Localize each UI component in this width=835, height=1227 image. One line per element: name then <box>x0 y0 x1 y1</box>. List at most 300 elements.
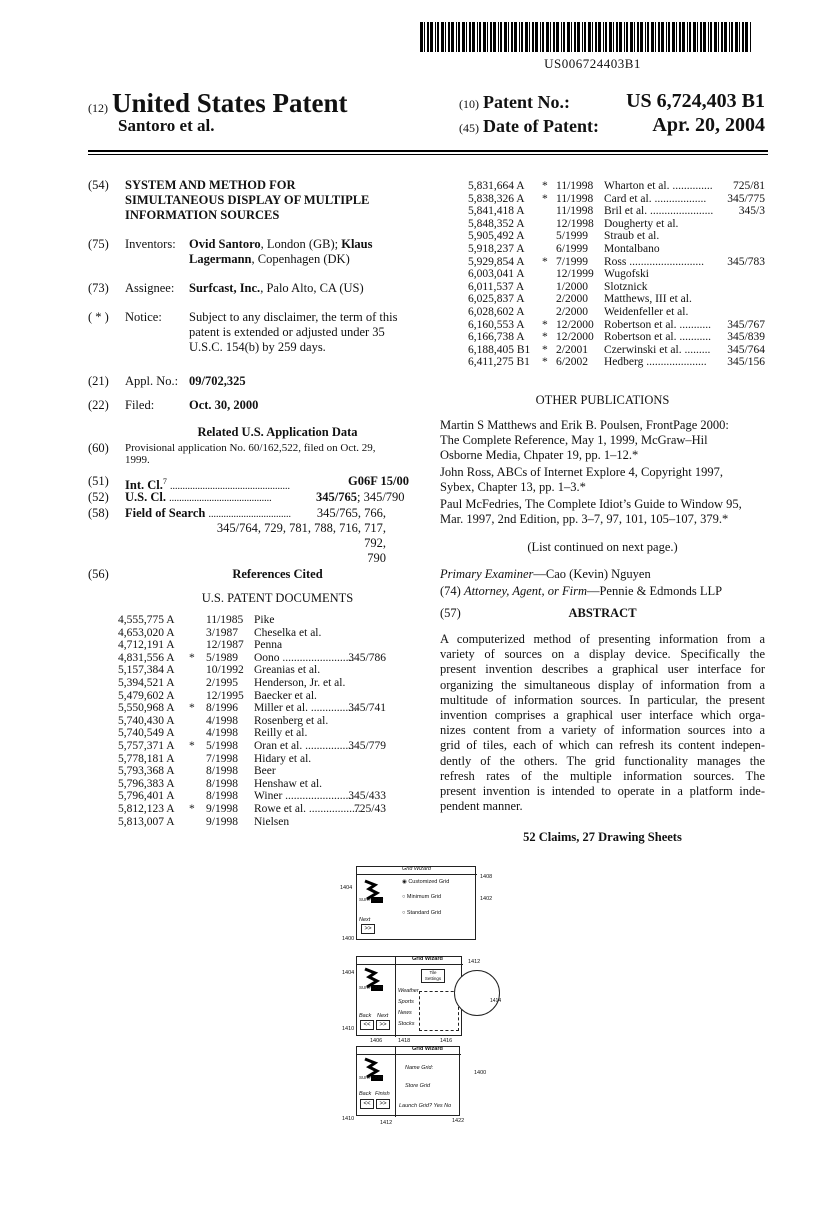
field-58-code: (58) <box>88 506 109 520</box>
ref-class: 345/433 <box>348 790 386 803</box>
ref-date: 2/2001 <box>556 343 588 356</box>
barcode-bar <box>483 22 486 52</box>
divider <box>395 957 396 1037</box>
field-56-code: (56) <box>88 567 109 581</box>
code-45: (45) <box>459 121 479 135</box>
barcode-bar <box>718 22 719 52</box>
ref-date: 11/1998 <box>556 205 594 218</box>
us-cl-primary: 345/765 <box>316 490 357 504</box>
ref-numeral: 1418 <box>398 1038 411 1044</box>
ref-name: Hedberg ..................... <box>604 356 707 369</box>
ref-date: 12/1998 <box>556 217 594 230</box>
pub-line: The Complete Reference, May 1, 1999, McGraw–Hil <box>440 433 708 448</box>
barcode-bar <box>603 22 604 52</box>
reference-row <box>468 356 765 369</box>
barcode-bar <box>637 22 639 52</box>
barcode-bar <box>540 22 541 52</box>
search-line: 790 <box>367 551 386 565</box>
barcode-bar <box>420 22 423 52</box>
pub-line: Paul McFedries, The Complete Idiot’s Guide to Window 95, <box>440 497 742 511</box>
barcode-bar <box>448 22 450 52</box>
reference-row <box>118 740 386 753</box>
abstract-line: grid of tiles, each of which can refresh its content indepen- <box>440 738 765 753</box>
ref-date: 12/1999 <box>556 268 594 281</box>
abstract-line: invention comprises a graphical user interface which orga- <box>440 708 765 723</box>
option-standard-grid[interactable]: ○ Standard Grid <box>402 910 442 916</box>
ref-name: Rosenberg et al. <box>254 714 329 727</box>
tile-settings-button[interactable] <box>421 969 445 983</box>
ref-star: * <box>542 192 548 205</box>
barcode-bar <box>598 22 601 52</box>
barcode-bar <box>582 22 583 52</box>
barcode-bar <box>588 22 591 52</box>
reference-row <box>468 331 765 344</box>
barcode-bar <box>500 22 502 52</box>
ref-patent-no: 5,394,521 A <box>118 677 175 689</box>
ref-patent-no: 6,011,537 A <box>468 280 525 293</box>
barcode-bar <box>721 22 723 52</box>
barcode-bar <box>731 22 733 52</box>
list-continued: (List continued on next page.) <box>527 540 678 554</box>
barcode-bar <box>693 22 696 52</box>
reference-row <box>468 281 765 294</box>
barcode-bar <box>661 22 664 52</box>
ref-patent-no: 5,778,181 A <box>118 752 175 765</box>
assignee-label: Assignee: <box>125 281 175 295</box>
ref-name: Montalbano <box>604 243 660 255</box>
ref-patent-no: 6,411,275 B1 <box>468 356 530 369</box>
ref-patent-no: 5,479,602 A <box>118 689 175 702</box>
barcode-number: US006724403B1 <box>544 56 641 71</box>
ref-patent-no: 5,740,430 A <box>118 714 175 727</box>
reference-row <box>468 344 765 357</box>
reference-row <box>118 627 386 640</box>
ref-patent-no: 5,929,854 A <box>468 255 525 268</box>
ref-date: 11/1998 <box>556 180 594 192</box>
reference-row <box>118 652 386 665</box>
ref-name: Dougherty et al. <box>604 217 679 230</box>
launch-grid-field[interactable]: Launch Grid? Yes No <box>399 1103 452 1109</box>
ref-numeral: 1414 <box>490 998 502 1004</box>
ref-date: 11/1998 <box>556 192 594 205</box>
barcode-bar <box>651 22 654 52</box>
barcode-bar <box>456 22 457 52</box>
barcode-bar <box>679 22 681 52</box>
ref-patent-no: 5,838,326 A <box>468 192 525 205</box>
reference-row <box>118 664 386 677</box>
barcode-bar <box>532 22 534 52</box>
notice-line: Subject to any disclaimer, the term of this <box>189 310 398 324</box>
ref-numeral: 1400 <box>474 1070 487 1076</box>
barcode-bar <box>441 22 444 52</box>
claims-sheets: 52 Claims, 27 Drawing Sheets <box>523 830 682 844</box>
barcode-bar <box>700 22 702 52</box>
inventor-name: Lagermann <box>189 252 252 266</box>
back-button[interactable]: << <box>360 1020 374 1030</box>
inventors-label: Inventors: <box>125 237 176 251</box>
reference-row <box>468 293 765 306</box>
filed-label: Filed: <box>125 398 155 412</box>
title-line: INFORMATION SOURCES <box>125 208 280 222</box>
attorney-value: —Pennie & Edmonds LLP <box>586 584 723 598</box>
notice-code: ( * ) <box>88 310 109 324</box>
reference-row <box>468 230 765 243</box>
ref-date: 9/1998 <box>206 815 238 828</box>
barcode-bar <box>487 22 488 52</box>
provisional-application <box>125 442 430 466</box>
ref-date: 7/1998 <box>206 752 238 765</box>
us-cl-secondary: ; 345/790 <box>356 490 405 504</box>
int-cl-sup: 7 <box>162 477 167 486</box>
barcode-bar <box>521 22 523 52</box>
barcode-bar <box>546 22 549 52</box>
reference-row <box>118 639 386 652</box>
barcode-bar <box>697 22 698 52</box>
code-12: (12) <box>88 101 108 115</box>
barcode-bar <box>477 22 478 52</box>
related-data-title: Related U.S. Application Data <box>197 425 358 439</box>
ref-class: 345/156 <box>727 356 765 369</box>
ref-date: 11/1985 <box>206 614 244 626</box>
panel-title: Grid Wizard <box>412 1046 443 1052</box>
barcode-bar <box>498 22 499 52</box>
ref-patent-no: 5,848,352 A <box>468 217 525 230</box>
ref-name: Reilly et al. <box>254 727 308 740</box>
code-10: (10) <box>459 97 479 111</box>
panel-title: Grid Wizard <box>412 956 443 962</box>
ref-patent-no: 6,025,837 A <box>468 293 525 306</box>
ref-date: 6/2002 <box>556 356 588 369</box>
header-rule-2 <box>88 154 768 155</box>
ref-date: 2/2000 <box>556 293 588 306</box>
int-cl-value: G06F 15/00 <box>348 474 409 488</box>
barcode-bar <box>655 22 656 52</box>
search-line: 345/765, 766, <box>316 506 386 520</box>
ref-class: 345/741 <box>348 702 386 715</box>
references-cited-title: References Cited <box>232 567 323 581</box>
abstract-line: pendent manner. <box>440 799 523 814</box>
barcode-bar <box>616 22 618 52</box>
ref-date: 8/1996 <box>206 702 238 715</box>
notice-line: patent is extended or adjusted under 35 <box>189 325 385 339</box>
barcode-bar <box>574 22 576 52</box>
pub-line: Martin S Matthews and Erik B. Poulsen, FrontPage 2000: <box>440 418 729 432</box>
ref-name: Winer ........................ <box>254 790 355 803</box>
option-minimum-grid[interactable]: ○ Minimum Grid <box>402 894 442 900</box>
grid-row-label: News <box>398 1010 412 1016</box>
next-button[interactable]: >> <box>376 1020 390 1030</box>
barcode-bar <box>605 22 607 52</box>
patent-number-row <box>459 92 570 113</box>
reference-row <box>118 690 386 703</box>
barcode-bar <box>742 22 744 52</box>
barcode-bar <box>514 22 517 52</box>
ref-star: * <box>542 318 548 331</box>
field-22-code: (22) <box>88 398 109 412</box>
option-label: Customized Grid <box>408 879 450 885</box>
barcode-bar <box>493 22 496 52</box>
ref-name: Baecker et al. <box>254 689 317 702</box>
field-21-code: (21) <box>88 374 109 388</box>
ref-date: 12/1995 <box>206 689 244 702</box>
tile-settings-label: Tile <box>429 970 437 975</box>
ref-patent-no: 4,555,775 A <box>118 614 175 626</box>
name-grid-field[interactable]: Name Grid: <box>405 1065 434 1071</box>
ref-class: 345/779 <box>348 740 386 752</box>
barcode-bar <box>437 22 439 52</box>
barcode-bar <box>458 22 460 52</box>
ref-star: * <box>189 740 195 752</box>
next-label: Next <box>377 1013 389 1019</box>
patent-number: US 6,724,403 B1 <box>626 90 765 112</box>
ref-date: 4/1998 <box>206 727 238 740</box>
ref-name: Oran et al. ................. <box>254 740 354 752</box>
inventor-name: Ovid Santoro <box>189 237 261 251</box>
ref-class: 345/786 <box>348 651 386 664</box>
barcode-bar <box>504 22 507 52</box>
barcode-bar <box>490 22 492 52</box>
next-button[interactable]: >> <box>361 924 375 934</box>
barcode-bar <box>745 22 748 52</box>
option-customized-grid[interactable]: ◉ Customized Grid <box>402 879 450 885</box>
barcode-bar <box>584 22 586 52</box>
ref-name: Matthews, III et al. <box>604 293 692 306</box>
ref-name: Miller et al. ................ <box>254 702 357 715</box>
barcode-bar <box>750 22 751 52</box>
ref-name: Robertson et al. ........... <box>604 331 711 344</box>
other-publications-title: OTHER PUBLICATIONS <box>535 393 670 407</box>
barcode-bar <box>511 22 513 52</box>
reference-row <box>118 677 386 690</box>
ref-numeral: 1410 <box>342 1026 355 1032</box>
abstract-line: present invention describes a graphical user interface for <box>440 662 765 677</box>
filed-value: Oct. 30, 2000 <box>189 398 259 412</box>
barcode-bar <box>658 22 660 52</box>
reference-row <box>468 243 765 256</box>
back-button[interactable]: << <box>360 1099 374 1109</box>
barcode-bar <box>729 22 730 52</box>
representative-figure <box>340 860 502 1126</box>
ref-patent-no: 6,166,738 A <box>468 331 525 344</box>
barcode-bar <box>466 22 467 52</box>
ref-star: * <box>542 356 548 369</box>
finish-button[interactable]: >> <box>376 1099 390 1109</box>
barcode-bar <box>561 22 562 52</box>
attorney-label: Attorney, Agent, or Firm <box>463 584 587 598</box>
logo-text: SURFCAST <box>359 985 384 990</box>
ref-name: Nielsen <box>254 815 290 828</box>
barcode-bar <box>479 22 481 52</box>
barcode-bar <box>563 22 565 52</box>
barcode-bar <box>592 22 593 52</box>
barcode-bar <box>634 22 635 52</box>
reference-row <box>468 180 765 193</box>
barcode-bar <box>676 22 677 52</box>
divider <box>357 1054 461 1055</box>
patent-type-header <box>88 88 347 119</box>
ref-patent-no: 5,793,368 A <box>118 765 175 778</box>
ref-date: 8/1998 <box>206 777 238 790</box>
barcode-bar <box>451 22 454 52</box>
publication-2 <box>440 465 765 495</box>
search-line: 345/764, 729, 781, 788, 716, 717, 792, <box>216 521 386 550</box>
abstract-text <box>440 632 765 814</box>
ref-name: Czerwinski et al. ......... <box>604 343 711 356</box>
barcode-bar <box>430 22 433 52</box>
barcode-bar <box>609 22 612 52</box>
ref-name: Straub et al. <box>604 230 660 243</box>
ref-date: 12/2000 <box>556 331 594 344</box>
primary-examiner-value: —Cao (Kevin) Nguyen <box>533 567 651 581</box>
store-grid-field[interactable]: Store Grid <box>405 1083 431 1089</box>
ref-star: * <box>542 180 548 192</box>
grid-row-label: Sports <box>398 999 414 1005</box>
attorney <box>440 584 722 599</box>
finish-label: Finish <box>375 1091 390 1097</box>
reference-row <box>468 218 765 231</box>
date-label: Date of Patent: <box>483 116 599 136</box>
ref-patent-no: 4,653,020 A <box>118 626 175 639</box>
ref-name: Ross .......................... <box>604 255 704 268</box>
notice-text <box>189 310 429 355</box>
ref-star: * <box>189 803 195 815</box>
abstract-line: dently of the others. The grid functionality manages the <box>440 753 765 768</box>
barcode-bar <box>647 22 649 52</box>
barcode <box>420 22 765 52</box>
ref-numeral: 1412 <box>380 1120 393 1126</box>
barcode-bar <box>613 22 614 52</box>
barcode-bar <box>714 22 717 52</box>
barcode-bar <box>469 22 471 52</box>
barcode-bar <box>542 22 544 52</box>
barcode-bar <box>550 22 551 52</box>
abstract-line: multitude of information sources. In particular, the present <box>440 692 765 707</box>
barcode-bar <box>630 22 633 52</box>
ref-numeral: 1408 <box>480 874 493 880</box>
ref-star: * <box>542 343 548 356</box>
reference-row <box>118 614 386 627</box>
ref-class: 345/764 <box>727 343 765 356</box>
ref-patent-no: 6,188,405 B1 <box>468 343 531 356</box>
ref-date: 2/2000 <box>556 306 588 318</box>
divider <box>395 1047 396 1117</box>
grid-row-label: Stocks <box>398 1021 415 1027</box>
notice-label: Notice: <box>125 310 162 324</box>
field-of-search-label: Field of Search <box>125 506 206 520</box>
barcode-bar <box>708 22 709 52</box>
reference-row <box>118 702 386 715</box>
barcode-bar <box>703 22 706 52</box>
ref-numeral: 1406 <box>370 1038 383 1044</box>
ref-date: 9/1998 <box>206 803 238 815</box>
barcode-bar <box>689 22 691 52</box>
logo-text: SURFCAST <box>359 1075 384 1080</box>
grid-row-label: Weather <box>398 988 419 994</box>
ref-numeral: 1410 <box>342 1116 355 1122</box>
barcode-bar <box>567 22 570 52</box>
barcode-bar <box>645 22 646 52</box>
barcode-bar <box>682 22 685 52</box>
notice-line: U.S.C. 154(b) by 259 days. <box>189 340 326 354</box>
barcode-bar <box>619 22 622 52</box>
barcode-bar <box>556 22 559 52</box>
barcode-bar <box>553 22 555 52</box>
barcode-bar <box>427 22 429 52</box>
ref-name: Robertson et al. ........... <box>604 318 711 331</box>
date-of-patent: Apr. 20, 2004 <box>652 114 765 136</box>
pub-line: John Ross, ABCs of Internet Explore 4, Copyright 1997, <box>440 465 723 479</box>
ref-name: Henshaw et al. <box>254 777 323 790</box>
ref-name: Hidary et al. <box>254 752 312 765</box>
publication-3 <box>440 497 765 527</box>
back-label: Back <box>359 1091 372 1097</box>
ref-class: 345/3 <box>738 205 765 218</box>
ref-date: 6/1999 <box>556 243 588 255</box>
ref-name: Weidenfeller et al. <box>604 306 689 318</box>
barcode-bar <box>624 22 625 52</box>
next-label: Next <box>359 917 371 923</box>
barcode-bar <box>525 22 528 52</box>
reference-row <box>468 256 765 269</box>
inventors-value <box>189 237 429 267</box>
barcode-bar <box>472 22 475 52</box>
barcode-bar <box>626 22 628 52</box>
ref-patent-no: 5,550,968 A <box>118 702 175 715</box>
patent-no-label: Patent No.: <box>483 92 570 112</box>
ref-star: * <box>189 702 195 715</box>
int-cl-label: Int. Cl. <box>125 478 163 493</box>
abstract-line: variety of sources on a display device. Specifically the <box>440 647 765 662</box>
ref-star: * <box>542 255 548 268</box>
ref-patent-no: 5,157,384 A <box>118 664 175 677</box>
figure-panel-1 <box>356 866 476 940</box>
assignee-location: , Palo Alto, CA (US) <box>260 281 364 295</box>
reference-row <box>468 306 765 319</box>
barcode-bar <box>462 22 465 52</box>
ref-patent-no: 6,028,602 A <box>468 306 525 318</box>
field-75-code: (75) <box>88 237 109 251</box>
field-of-search-values <box>200 506 386 566</box>
ref-name: Rowe et al. .................. <box>254 803 361 815</box>
primary-examiner <box>440 567 651 582</box>
ref-numeral: 1402 <box>480 896 493 902</box>
ref-name: Wharton et al. .............. <box>604 180 713 192</box>
ref-patent-no: 5,796,401 A <box>118 790 175 803</box>
abstract-line: refresh rates of the multiple information sources. The <box>440 768 765 783</box>
barcode-bar <box>535 22 538 52</box>
ref-star: * <box>189 651 195 664</box>
reference-row <box>118 816 386 829</box>
ref-patent-no: 5,841,418 A <box>468 205 525 218</box>
reference-row <box>468 319 765 332</box>
barcode-bar <box>508 22 509 52</box>
ref-name: Card et al. .................. <box>604 192 707 205</box>
leader-dots: ......................................... <box>169 493 272 504</box>
field-60-code: (60) <box>88 441 109 455</box>
ref-numeral: 1400 <box>342 936 355 942</box>
ref-class: 725/81 <box>733 180 765 192</box>
reference-row <box>118 715 386 728</box>
ref-date: 5/1999 <box>556 230 588 243</box>
ref-date: 5/1998 <box>206 740 238 752</box>
tile-grid[interactable] <box>419 991 459 1031</box>
ref-date: 1/2000 <box>556 280 588 293</box>
leader-dots: ................................................ <box>169 481 290 493</box>
ref-patent-no: 5,796,383 A <box>118 777 175 790</box>
ref-date: 12/1987 <box>206 639 244 652</box>
ref-patent-no: 5,905,492 A <box>468 230 525 243</box>
barcode-bar <box>735 22 738 52</box>
